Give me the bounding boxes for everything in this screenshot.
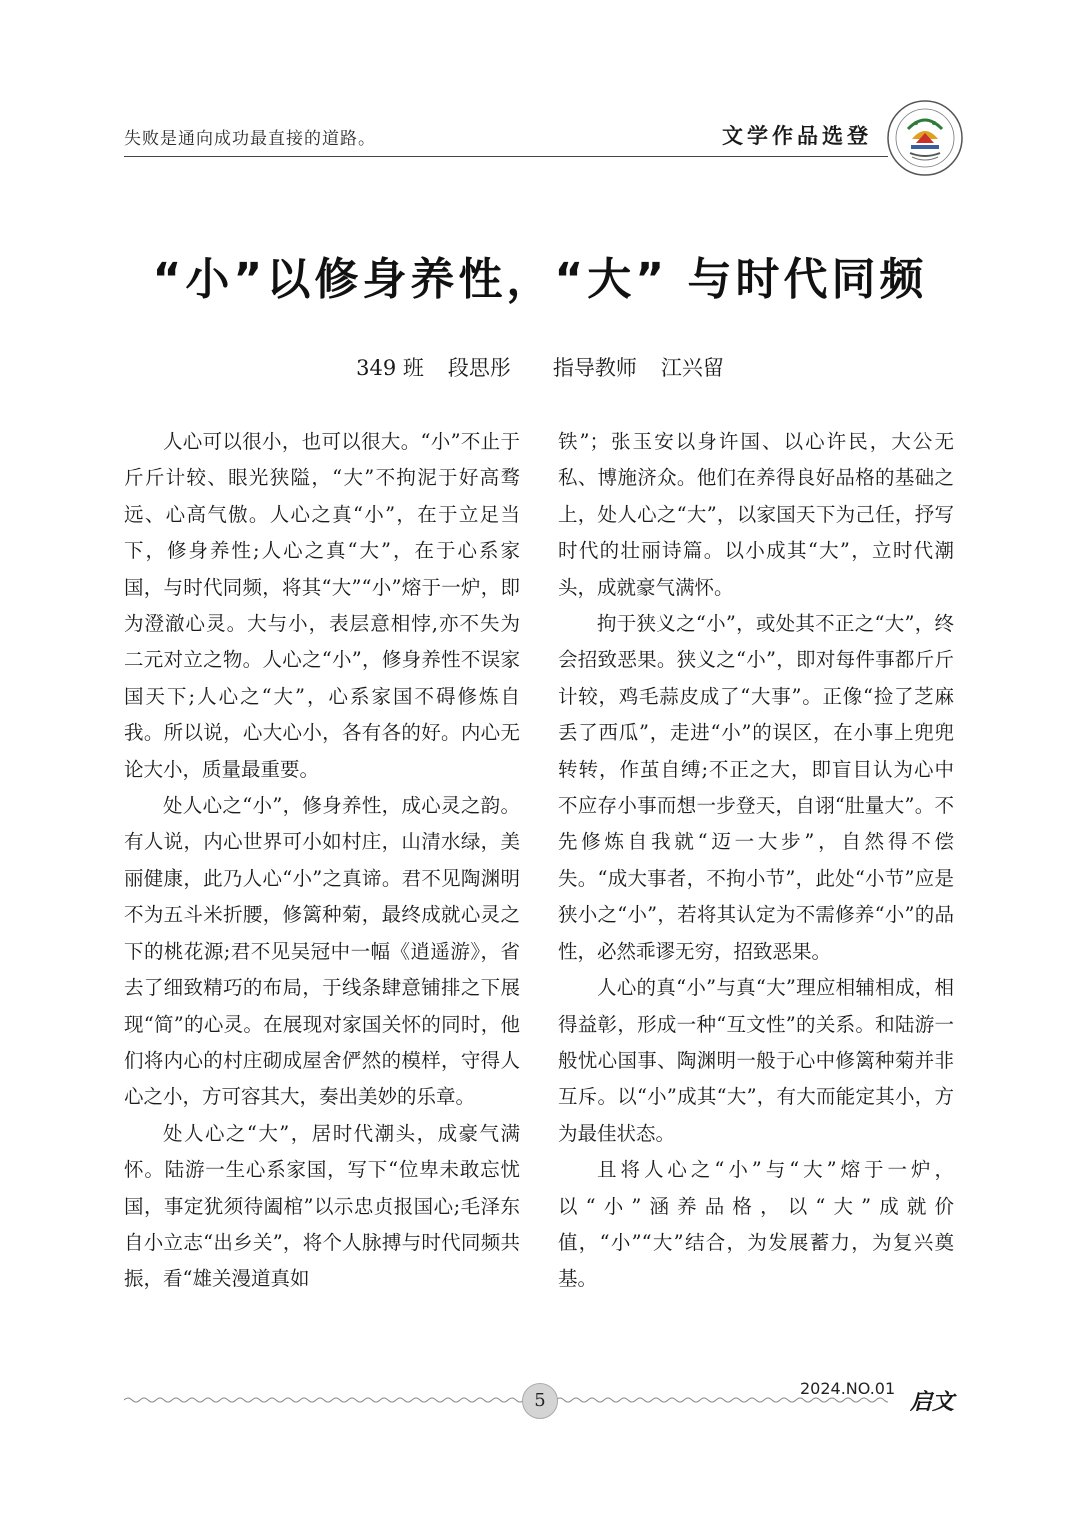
advisor-label: 指导教师 (552, 356, 637, 380)
header-divider (124, 156, 888, 157)
paragraph: 处人心之“小”，修身养性，成心灵之韵。有人说，内心世界可小如村庄，山清水绿，美丽健康，此乃人心“小”之真谛。君不见陶渊明不为五斗米折腰，修篱种菊，最终成就心灵之下的桃花源;君不见吴冠中一幅《逍遥游》，省去了细致精巧的布局，于线条肆意铺排之下展现“简”的心灵。在展现对家国关怀的同时，他们将内心的村庄砌成屋舍俨然的模样，守得人心之小，方可容其大，奏出美妙的乐章。 (124, 794, 520, 1109)
left-column (124, 424, 520, 1298)
school-emblem-icon (886, 99, 964, 177)
page-number: 5 (522, 1383, 558, 1419)
paragraph: 拘于狭义之“小”，或处其不正之“大”，终会招致恶果。狭义之“小”，即对每件事都斤斤计较，鸡毛蒜皮成了“大事”。正像“捡了芝麻丢了西瓜”，走进“小”的误区，在小事上兜兜转转，作茧自缚;不正之大，即盲目认为心中不应存小事而想一步登天，自诩“肚量大”。不先修炼自我就“迈一大步”，自然得不偿失。“成大事者，不拘小节”，此处“小节”应是狭小之“小”，若将其认定为不需修养“小”的品性，必然乖谬无穷，招致恶果。 (558, 612, 954, 963)
header-motto: 失败是通向成功最直接的道路。 (124, 129, 376, 149)
section-title: 文学作品选登 (722, 123, 872, 148)
paragraph: 且将人心之“小”与“大”熔于一炉，以“小”涵养品格，以“大”成就价值，“小”“大”结合，为发展蓄力，为复兴奠基。 (558, 1158, 954, 1291)
paragraph: 处人心之“大”，居时代潮头，成豪气满怀。陆游一生心系家国，写下“位卑未敢忘忧国，事定犹须待阖棺”以示忠贞报国心;毛泽东自小立志“出乡关”，将个人脉搏与时代同频共振，看“雄关漫道真如 (124, 1121, 520, 1291)
magazine-brand: 启文 (910, 1389, 955, 1415)
paragraph: 铁”；张玉安以身许国、以心许民，大公无私、博施济众。他们在养得良好品格的基础之上，处人心之“大”，以家国天下为己任，抒写时代的壮丽诗篇。以小成其“大”，立时代潮头，成就豪气满怀。 (558, 430, 954, 599)
footer-divider (124, 1394, 888, 1406)
byline (0, 352, 1080, 382)
author-name: 段思彤 (447, 356, 511, 380)
advisor-name: 江兴留 (660, 356, 724, 380)
paragraph: 人心可以很小，也可以很大。“小”不止于斤斤计较、眼光狭隘，“大”不拘泥于好高骛远、心高气傲。人心之真“小”，在于立足当下，修身养性;人心之真“大”，在于心系家国，与时代同频，将其“大”“小”熔于一炉，即为澄澈心灵。大与小，表层意相悖,亦不失为二元对立之物。人心之“小”，修身养性不误家国天下;人心之“大”，心系家国不碍修炼自我。所以说，心大心小，各有各的好。内心无论大小，质量最重要。 (124, 430, 520, 781)
issue-number: 2024.NO.01 (800, 1379, 896, 1398)
right-column (558, 424, 954, 1298)
class-name: 349 班 (356, 356, 424, 380)
paragraph: 人心的真“小”与真“大”理应相辅相成，相得益彰，形成一种“互文性”的关系。和陆游一般忧心国事、陶渊明一般于心中修篱种菊并非互斥。以“小”成其“大”，有大而能定其小，方为最佳状态。 (558, 976, 954, 1145)
article-title: “小”以修身养性，“大” 与时代同频 (152, 254, 928, 305)
